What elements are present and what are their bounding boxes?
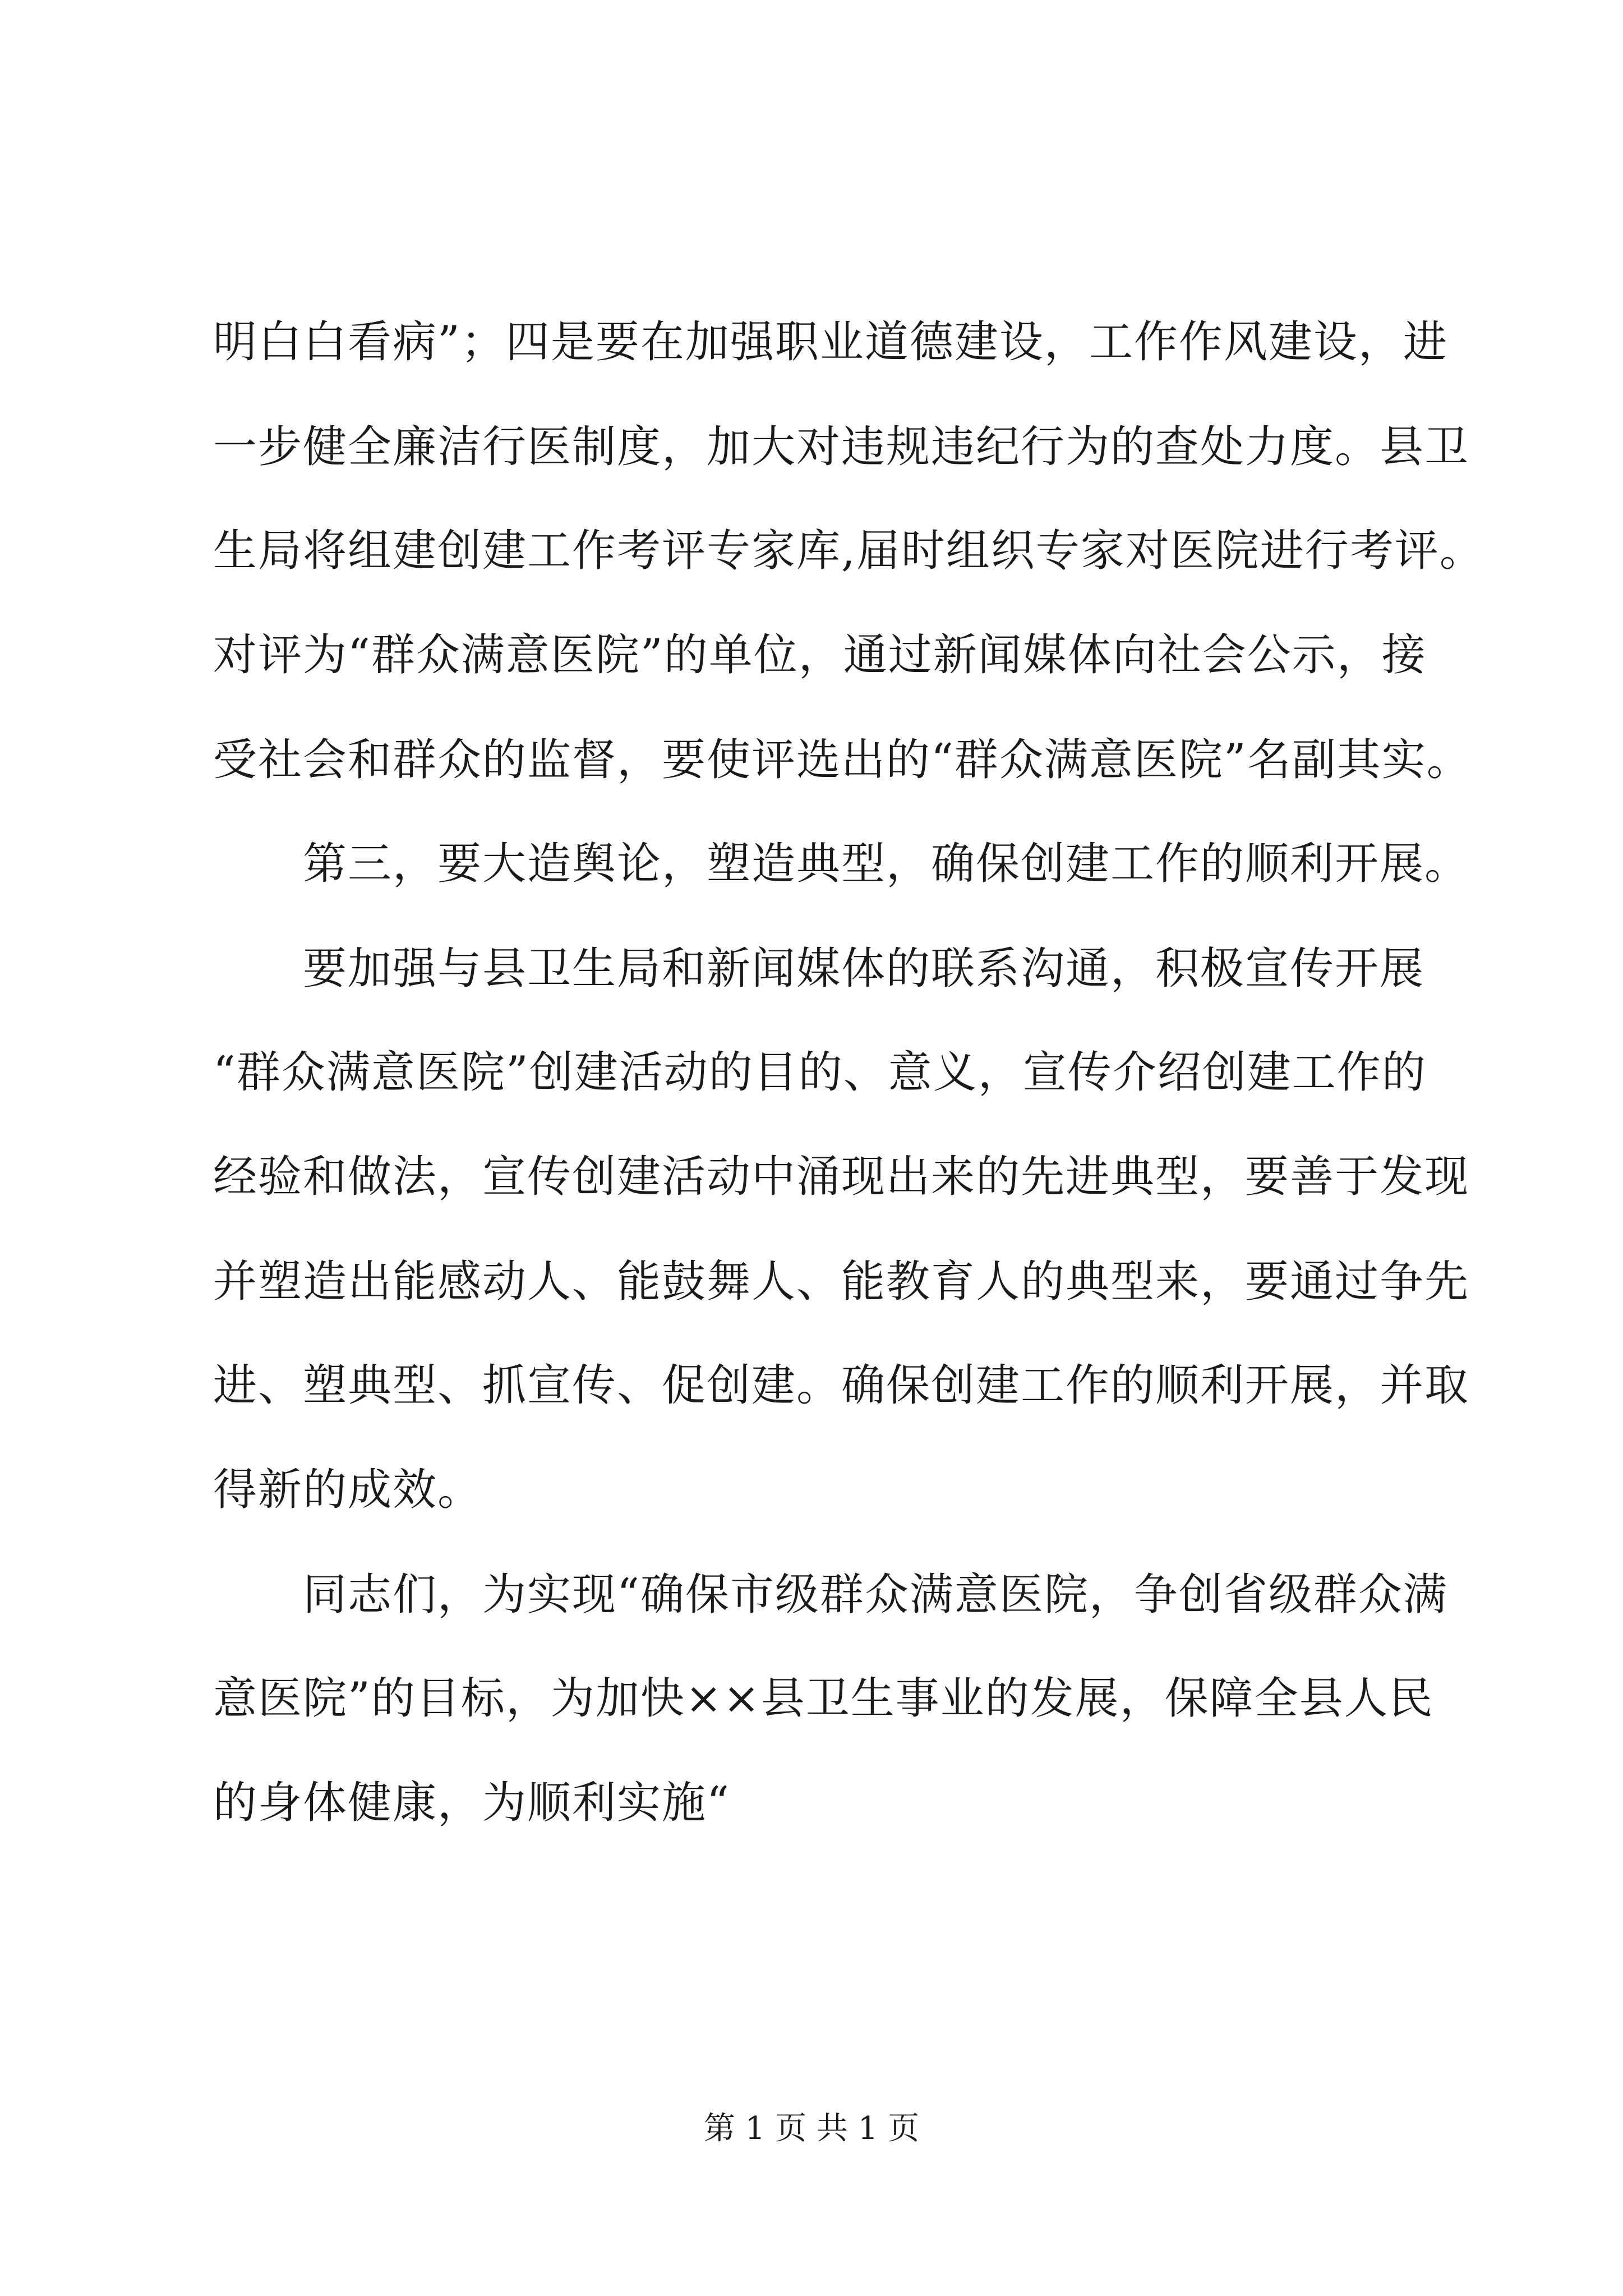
- body-line-8: “群众满意医院”创建活动的目的、意义，宣传介绍创建工作的: [213, 1047, 1427, 1098]
- body-line-11: 进、塑典型、抓宣传、促创建。确保创建工作的顺利开展，并取: [213, 1360, 1470, 1411]
- body-line-2: 一步健全廉洁行医制度，加大对违规违纪行为的查处力度。县卫: [213, 422, 1470, 472]
- body-line-12: 得新的成效。: [213, 1465, 483, 1515]
- body-line-7: 要加强与县卫生局和新闻媒体的联系沟通，积极宣传开展: [303, 944, 1425, 994]
- body-line-15: 的身体健康，为顺利实施“: [213, 1778, 730, 1828]
- section-heading-third: 第三，要大造舆论，塑造典型，确保创建工作的顺利开展。: [303, 839, 1470, 889]
- body-line-10: 并塑造出能感动人、能鼓舞人、能教育人的典型来，要通过争先: [213, 1257, 1470, 1307]
- body-line-5: 受社会和群众的监督，要使评选出的“群众满意医院”名副其实。: [213, 735, 1472, 785]
- body-line-1: 明白白看病”；四是要在加强职业道德建设，工作作风建设，进: [213, 317, 1448, 367]
- body-line-14: 意医院”的目标，为加快××县卫生事业的发展，保障全县人民: [213, 1673, 1434, 1724]
- page-number-footer: 第 1 页 共 1 页: [703, 2110, 920, 2147]
- body-line-9: 经验和做法，宣传创建活动中涌现出来的先进典型，要善于发现: [213, 1152, 1470, 1202]
- body-line-13: 同志们，为实现“确保市级群众满意医院，争创省级群众满: [303, 1570, 1448, 1620]
- body-line-3: 生局将组建创建工作考评专家库,届时组织专家对医院进行考评。: [213, 526, 1484, 576]
- body-line-4: 对评为“群众满意医院”的单位，通过新闻媒体向社会公示，接: [213, 630, 1427, 680]
